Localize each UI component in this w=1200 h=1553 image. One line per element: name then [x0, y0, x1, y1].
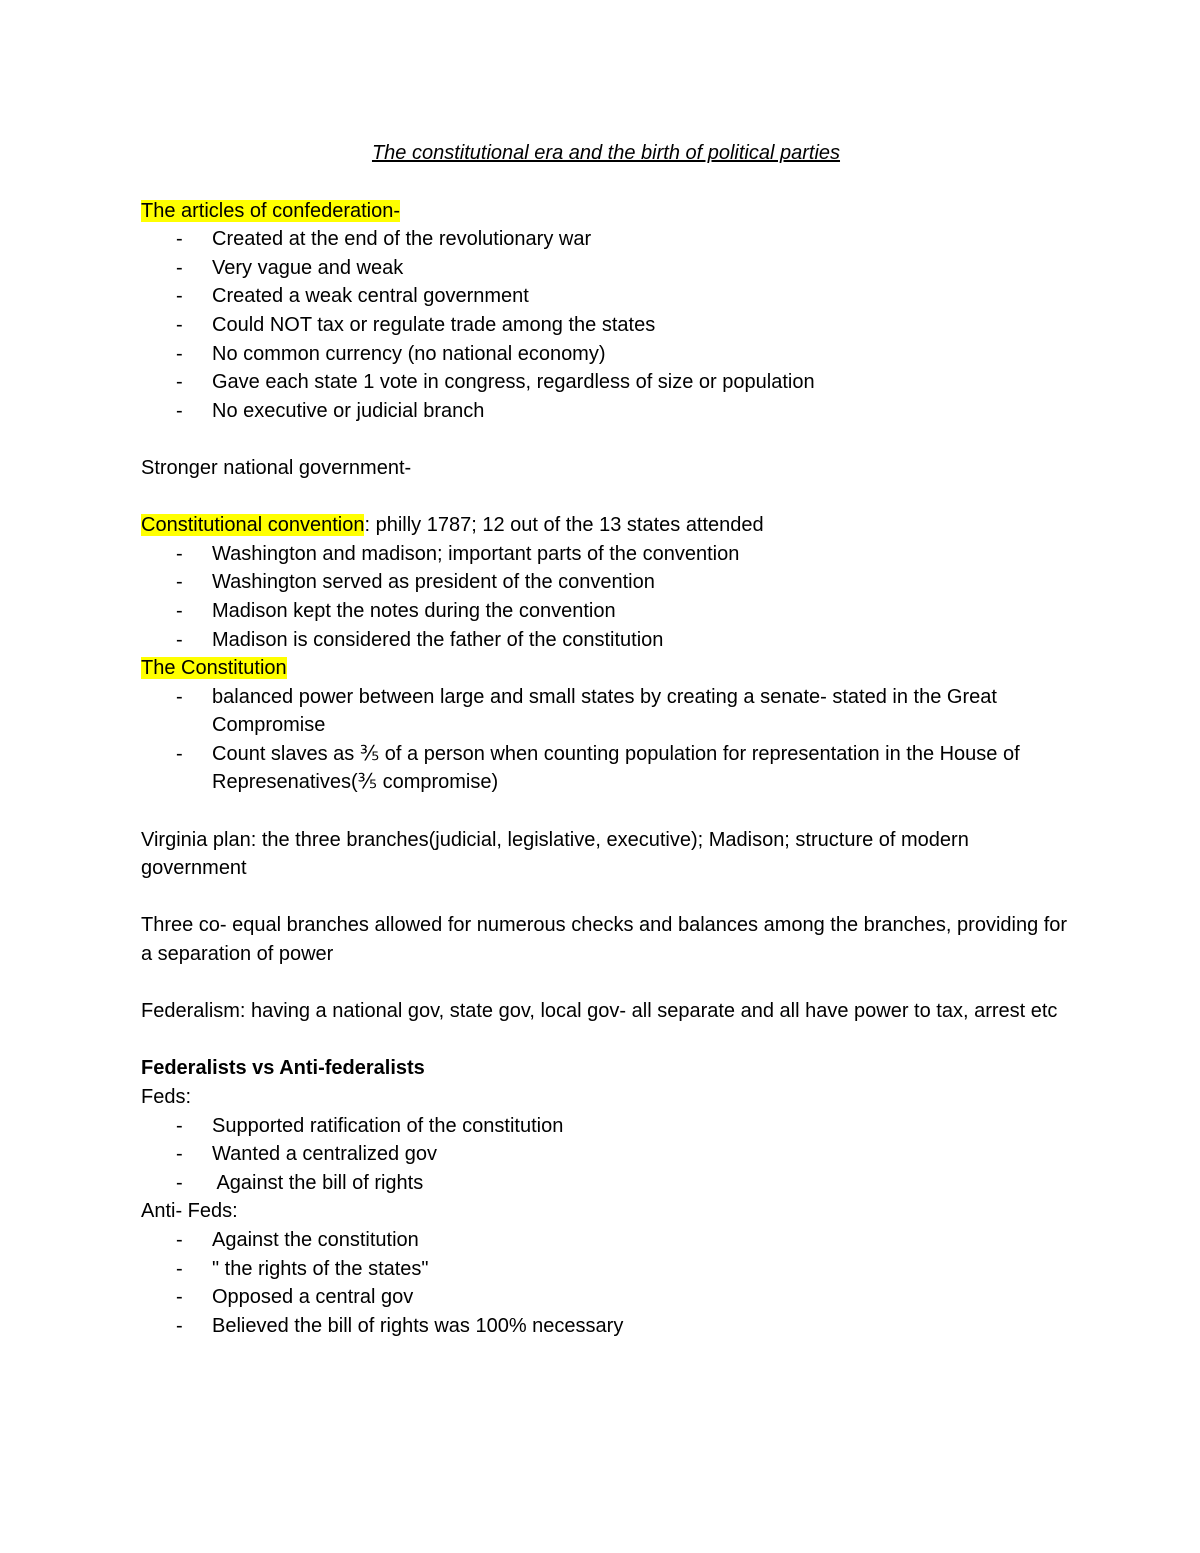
blank-line — [141, 1026, 1071, 1055]
dash-bullet: - — [176, 742, 183, 765]
dash-bullet: - — [176, 571, 183, 594]
dash-bullet: - — [176, 1286, 183, 1309]
dash-bullet: - — [176, 371, 183, 394]
list-item: - Wanted a centralized gov — [212, 1140, 1071, 1169]
list-item: - Count slaves as ⅗ of a person when counting population for representation in the House of Represenatives(⅗ compromise) — [212, 740, 1071, 797]
dash-bullet: - — [176, 1257, 183, 1280]
list-item: - Created at the end of the revolutionary war — [212, 225, 1071, 254]
dash-bullet: - — [176, 599, 183, 622]
dash-bullet: - — [176, 685, 183, 708]
constitution-heading — [141, 654, 1071, 683]
highlighted-text: The articles of confederation- — [141, 199, 401, 222]
list-item: - No common currency (no national economy) — [212, 340, 1071, 369]
list-item: - Against the bill of rights — [212, 1169, 1071, 1198]
list-item: - Opposed a central gov — [212, 1283, 1071, 1312]
highlighted-text: Constitutional convention — [141, 514, 365, 537]
list-item: - Washington served as president of the convention — [212, 568, 1071, 597]
federalists-heading: Federalists vs Anti-federalists — [141, 1057, 425, 1080]
list-item: - Madison kept the notes during the convention — [212, 597, 1071, 626]
blank-line — [141, 883, 1071, 912]
virginia-plan-paragraph: Virginia plan: the three branches(judicial, legislative, executive); Madison; structure of modern government — [141, 828, 969, 880]
convention-heading: Constitutional convention: philly 1787; 12 out of the 13 states attended — [141, 514, 764, 537]
dash-bullet: - — [176, 1114, 183, 1137]
articles-list — [141, 225, 1071, 425]
dash-bullet: - — [176, 1171, 183, 1194]
dash-bullet: - — [176, 1228, 183, 1251]
feds-label: Feds: — [141, 1086, 192, 1108]
dash-bullet: - — [176, 628, 183, 651]
dash-bullet: - — [176, 542, 183, 565]
dash-bullet: - — [176, 313, 183, 336]
blank-line — [141, 969, 1071, 998]
page-title: The constitutional era and the birth of political parties — [371, 142, 841, 164]
three-branches-paragraph: Three co- equal branches allowed for numerous checks and balances among the branches, providing for a separation of power — [141, 914, 1068, 966]
dash-bullet: - — [176, 399, 183, 422]
articles-heading — [141, 197, 1071, 226]
stronger-government-line: Stronger national government- — [141, 456, 412, 479]
list-item: - Against the constitution — [212, 1226, 1071, 1255]
dash-bullet: - — [176, 228, 183, 251]
dash-bullet: - — [176, 285, 183, 308]
list-item: - Very vague and weak — [212, 254, 1071, 283]
constitution-list — [141, 683, 1071, 797]
list-item: - " the rights of the states" — [212, 1255, 1071, 1284]
list-item: - Could NOT tax or regulate trade among the states — [212, 311, 1071, 340]
blank-line — [141, 483, 1071, 512]
list-item: - Supported ratification of the constitution — [212, 1112, 1071, 1141]
anti-feds-list — [141, 1226, 1071, 1340]
list-item: - Washington and madison; important parts of the convention — [212, 540, 1071, 569]
convention-list — [141, 540, 1071, 654]
list-item: - balanced power between large and small states by creating a senate- stated in the Great Compromise — [212, 683, 1071, 740]
dash-bullet: - — [176, 342, 183, 365]
feds-list — [141, 1112, 1071, 1198]
list-item: - Gave each state 1 vote in congress, regardless of size or population — [212, 368, 1071, 397]
anti-feds-label: Anti- Feds: — [141, 1200, 238, 1223]
blank-line — [141, 797, 1071, 826]
dash-bullet: - — [176, 1143, 183, 1166]
dash-bullet: - — [176, 256, 183, 279]
document-body — [141, 139, 1071, 1340]
federalism-paragraph: Federalism: having a national gov, state gov, local gov- all separate and all have power to tax, arrest etc — [141, 1000, 1058, 1023]
blank-line — [141, 425, 1071, 454]
dash-bullet: - — [176, 1314, 183, 1337]
list-item: - Believed the bill of rights was 100% necessary — [212, 1312, 1071, 1341]
highlighted-text: The Constitution — [141, 657, 287, 680]
list-item: - No executive or judicial branch — [212, 397, 1071, 426]
list-item: - Madison is considered the father of the constitution — [212, 626, 1071, 655]
list-item: - Created a weak central government — [212, 282, 1071, 311]
